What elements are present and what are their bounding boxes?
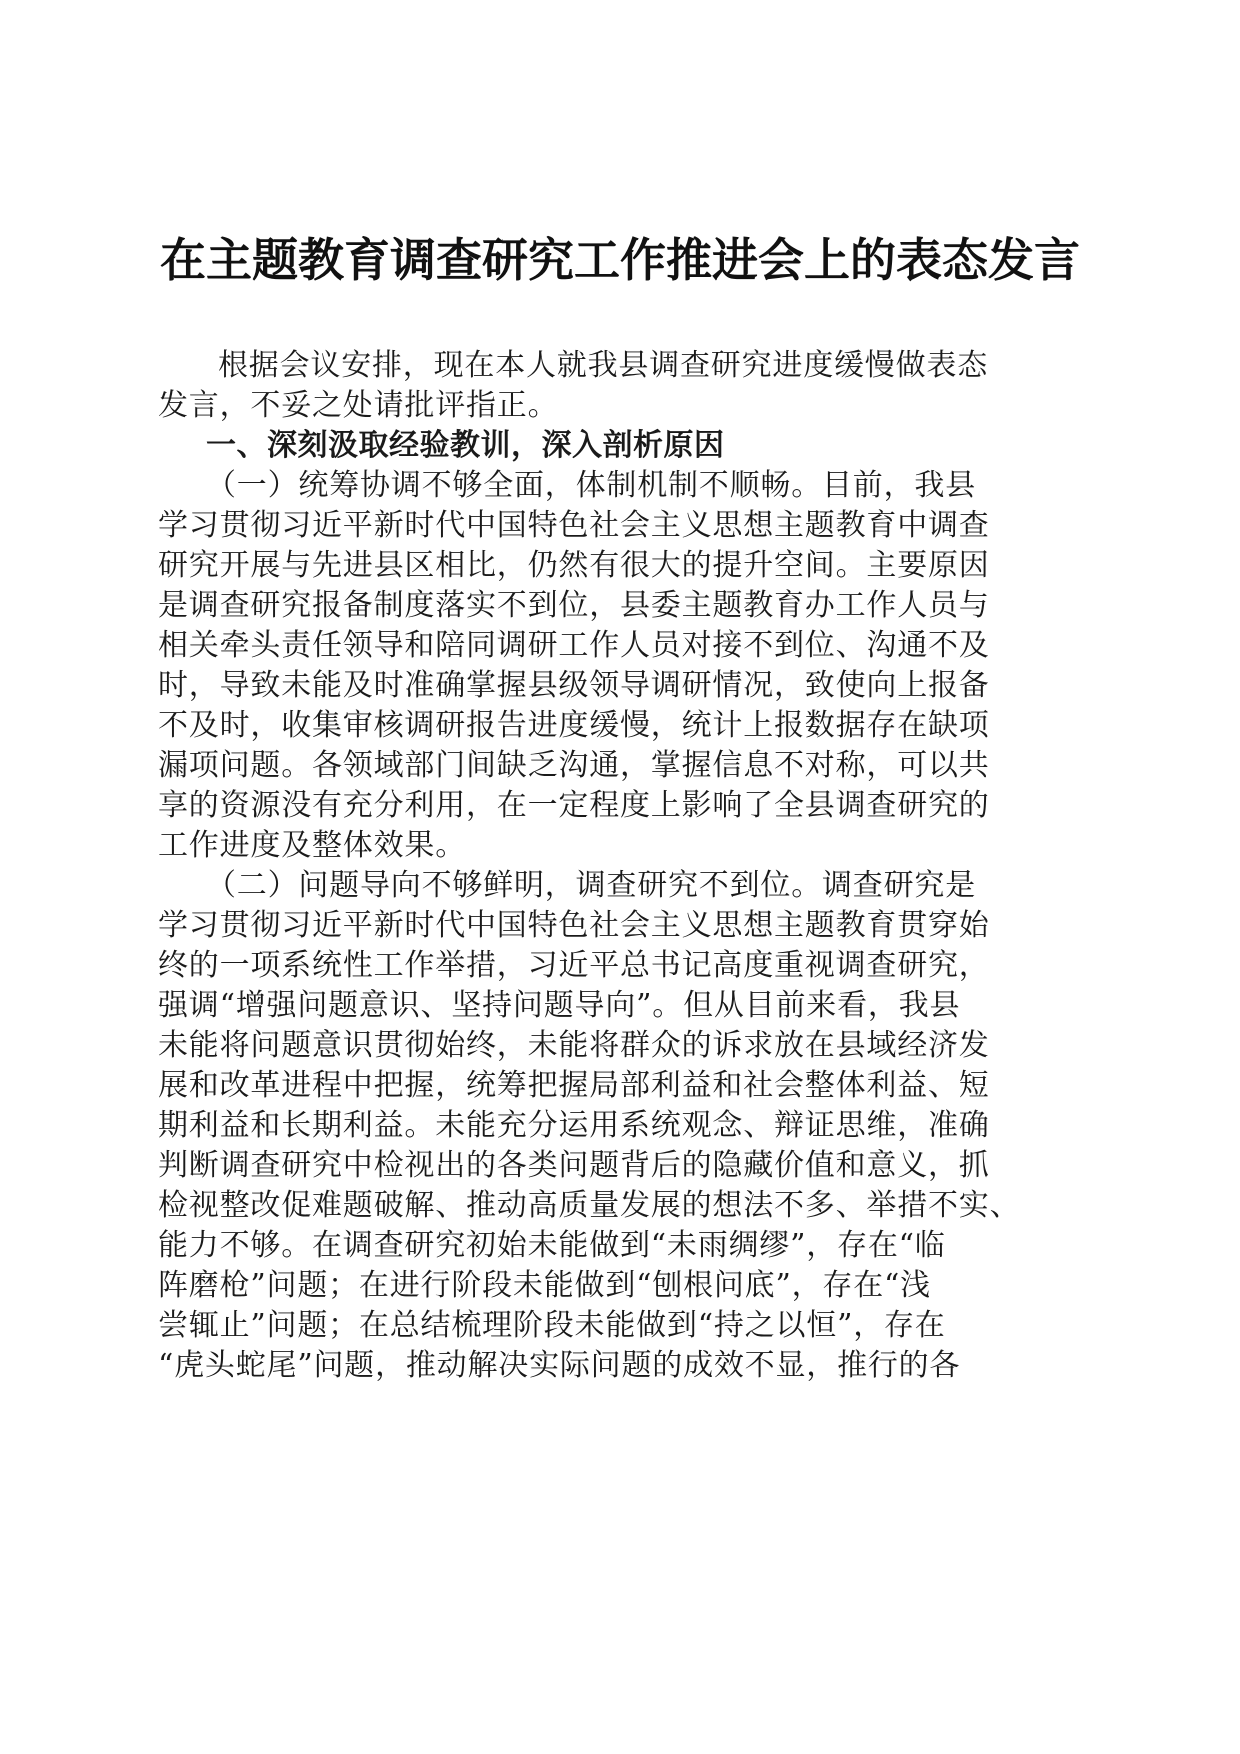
paragraph-line: 阵磨枪”问题；在进行阶段未能做到“刨根问底”，存在“浅 xyxy=(158,1268,931,1303)
paragraph-line: 工作进度及整体效果。 xyxy=(158,828,466,863)
document-title: 在主题教育调查研究工作推进会上的表态发言 xyxy=(160,233,1080,287)
paragraph-line: 终的一项系统性工作举措，习近平总书记高度重视调查研究， xyxy=(158,948,990,983)
paragraph-line: 漏项问题。各领域部门间缺乏沟通，掌握信息不对称，可以共 xyxy=(158,748,990,783)
paragraph-line: 享的资源没有充分利用，在一定程度上影响了全县调查研究的 xyxy=(158,788,990,823)
paragraph-line: 未能将问题意识贯彻始终，未能将群众的诉求放在县域经济发 xyxy=(158,1028,990,1063)
paragraph-line: “虎头蛇尾”问题，推动解决实际问题的成效不显，推行的各 xyxy=(158,1348,961,1383)
paragraph-line: 尝辄止”问题；在总结梳理阶段未能做到“持之以恒”，存在 xyxy=(158,1308,946,1343)
paragraph-line: 根据会议安排，现在本人就我县调查研究进度缓慢做表态 xyxy=(218,348,988,383)
paragraph-line: 学习贯彻习近平新时代中国特色社会主义思想主题教育贯穿始 xyxy=(158,908,990,943)
paragraph-line: 时，导致未能及时准确掌握县级领导调研情况，致使向上报备 xyxy=(158,668,990,703)
paragraph-line: （一）统筹协调不够全面，体制机制不顺畅。目前，我县 xyxy=(206,468,976,503)
paragraph-line: 期利益和长期利益。未能充分运用系统观念、辩证思维，准确 xyxy=(158,1108,990,1143)
paragraph-line: 强调“增强问题意识、坚持问题导向”。但从目前来看，我县 xyxy=(158,988,961,1023)
paragraph-line: （二）问题导向不够鲜明，调查研究不到位。调查研究是 xyxy=(206,868,976,903)
paragraph-line: 检视整改促难题破解、推动高质量发展的想法不多、举措不实、 xyxy=(158,1188,1021,1223)
paragraph-line: 不及时，收集审核调研报告进度缓慢，统计上报数据存在缺项 xyxy=(158,708,990,743)
section-heading: 一、深刻汲取经验教训，深入剖析原因 xyxy=(206,428,725,463)
paragraph-line: 展和改革进程中把握，统筹把握局部利益和社会整体利益、短 xyxy=(158,1068,990,1103)
paragraph-line: 发言，不妥之处请批评指正。 xyxy=(158,388,559,423)
paragraph-line: 能力不够。在调查研究初始未能做到“未雨绸缪”，存在“临 xyxy=(158,1228,946,1263)
paragraph-line: 是调查研究报备制度落实不到位，县委主题教育办工作人员与 xyxy=(158,588,990,623)
paragraph-line: 相关牵头责任领导和陪同调研工作人员对接不到位、沟通不及 xyxy=(158,628,990,663)
paragraph-line: 学习贯彻习近平新时代中国特色社会主义思想主题教育中调查 xyxy=(158,508,990,543)
paragraph-line: 判断调查研究中检视出的各类问题背后的隐藏价值和意义，抓 xyxy=(158,1148,990,1183)
paragraph-line: 研究开展与先进县区相比，仍然有很大的提升空间。主要原因 xyxy=(158,548,990,583)
